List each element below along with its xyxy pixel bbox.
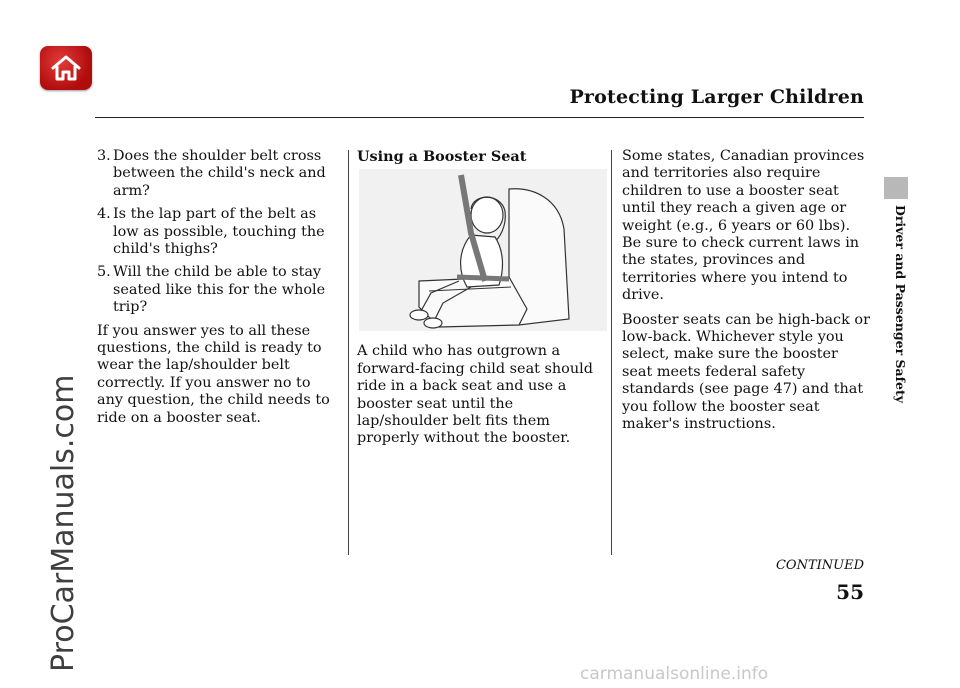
right-column [622, 148, 870, 441]
continued-label: CONTINUED [775, 558, 864, 573]
body-paragraph: If you answer yes to all these questions, the child is ready to wear the lap/shoulder belt correctly. If you answer no to any question, the child needs to ride on a booster seat. [97, 322, 330, 426]
section-tab-label: Driver and Passenger Safety [893, 205, 908, 404]
middle-column [357, 148, 603, 455]
booster-seat-illustration [359, 169, 607, 331]
column-divider-1 [348, 150, 349, 555]
list-item: 4. Is the lap part of the belt as low as possible, touching the child's thighs? [97, 206, 325, 258]
body-paragraph: A child who has outgrown a forward-facing child seat should ride in a back seat and use a booster seat until the lap/shoulder belt fits them properly without the booster. [357, 343, 593, 447]
body-paragraph: Booster seats can be high-back or low-back. Whichever style you select, make sure the booster seat meets federal safety standards (see page 47) and that you follow the booster seat maker's instructions. [622, 311, 870, 433]
list-item: 5. Will the child be able to stay seated like this for the whole trip? [97, 264, 326, 316]
column-divider-2 [611, 150, 612, 555]
section-heading: Using a Booster Seat [357, 148, 527, 165]
home-button[interactable] [40, 46, 92, 90]
page-title: Protecting Larger Children [569, 86, 864, 108]
home-icon [50, 54, 82, 82]
watermark-bottom: carmanualsonline.info [580, 664, 769, 684]
watermark-left: ProCarManuals.com [46, 374, 81, 672]
body-paragraph: Some states, Canadian provinces and territories also require children to use a booster seat until they reach a given age or weight (e.g., 6 years or 60 lbs). Be sure to check current laws in the states, provinces and territories where you intend to drive. [622, 148, 865, 304]
left-column [97, 148, 339, 434]
list-item: 3. Does the shoulder belt cross between the child's neck and arm? [97, 148, 326, 199]
section-tab-marker [884, 177, 908, 199]
page-number: 55 [836, 580, 864, 604]
header-rule [95, 117, 864, 118]
